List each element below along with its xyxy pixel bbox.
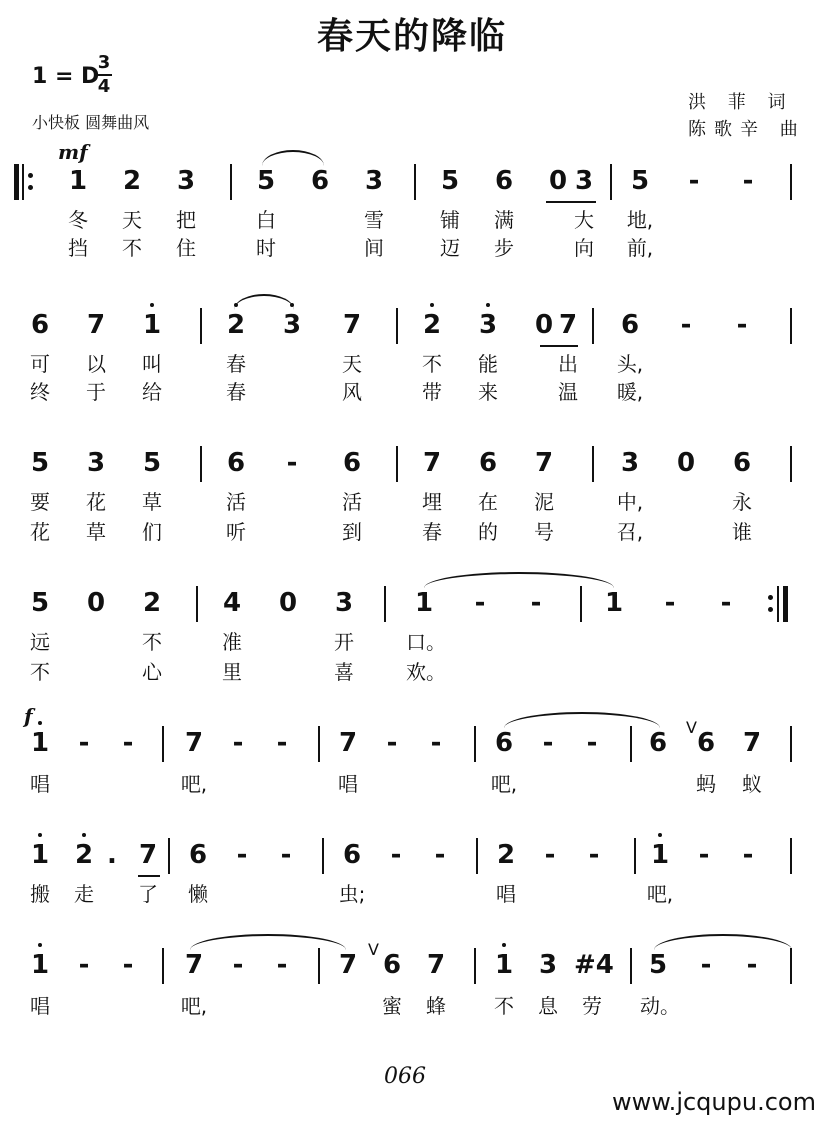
high-octave-dot (430, 303, 434, 307)
note: 7 (422, 448, 442, 478)
repeat-start-sign (14, 164, 34, 200)
lyric-syllable: 口。 (406, 630, 446, 654)
lyric-syllable: 蜂 (426, 994, 446, 1018)
tie-slur (262, 150, 324, 166)
duration-dash: - (390, 840, 402, 870)
tie-slur (234, 294, 294, 310)
lyric-syllable: 温 (558, 380, 578, 404)
lyric-syllable: 召, (616, 520, 644, 544)
lyric-syllable: 开 (334, 630, 354, 654)
lyric-syllable: 天 (342, 352, 362, 376)
duration-dash: - (700, 950, 712, 980)
note: 2 (142, 588, 162, 618)
barline (790, 164, 792, 200)
duration-dash: - (286, 448, 298, 478)
lyric-syllable: 大 (574, 208, 594, 232)
lyric-syllable: 终 (30, 380, 50, 404)
duration-dash: - (276, 950, 288, 980)
high-octave-dot (38, 721, 42, 725)
duration-dash: - (680, 310, 692, 340)
note: 7 (558, 310, 578, 340)
time-signature-top: 3 (97, 52, 111, 73)
lyric-syllable: 吧, (646, 882, 674, 906)
score-row (0, 166, 824, 206)
barline (476, 838, 478, 874)
duration-dash: - (78, 728, 90, 758)
breath-mark: V (368, 940, 379, 959)
high-octave-dot (38, 943, 42, 947)
note: 7 (138, 840, 158, 870)
lyric-syllable: 步 (494, 236, 514, 260)
note: 6 (620, 310, 640, 340)
lyric-syllable: 在 (478, 490, 498, 514)
lyric-syllable: 地, (626, 208, 654, 232)
tie-slur (504, 712, 660, 728)
key-signature: 1 = D (32, 64, 100, 89)
lyric-syllable: 草 (142, 490, 162, 514)
barline (790, 838, 792, 874)
note: 5 (30, 448, 50, 478)
note: 1 (30, 840, 50, 870)
note: 1 (414, 588, 434, 618)
note: 7 (184, 950, 204, 980)
note: 3 (334, 588, 354, 618)
lyric-syllable: 时 (256, 236, 276, 260)
duration-dash: - (736, 310, 748, 340)
note: 3 (86, 448, 106, 478)
tie-slur (190, 934, 346, 950)
barline (196, 586, 198, 622)
note: 5 (648, 950, 668, 980)
duration-dash: - (588, 840, 600, 870)
score-row (0, 448, 824, 488)
lyric-syllable: 息 (538, 994, 558, 1018)
note: 6 (310, 166, 330, 196)
lyric-syllable: 吧, (180, 994, 208, 1018)
lyric-syllable: 永 (732, 490, 752, 514)
note: 5 (630, 166, 650, 196)
duration-dash: - (742, 840, 754, 870)
lyric-syllable: 走 (74, 882, 94, 906)
note: 6 (342, 448, 362, 478)
lyric-syllable: 劳 (582, 994, 602, 1018)
barline (790, 726, 792, 762)
lyric-syllable: 出 (558, 352, 578, 376)
duration-dash: - (434, 840, 446, 870)
lyric-syllable: 要 (30, 490, 50, 514)
note: 6 (382, 950, 402, 980)
duration-dash: - (586, 728, 598, 758)
lyricist-credit: 洪 菲 词 (688, 92, 794, 113)
lyric-syllable: 风 (342, 380, 362, 404)
note: 6 (494, 728, 514, 758)
lyric-syllable: 搬 (30, 882, 50, 906)
high-octave-dot (150, 303, 154, 307)
lyric-syllable: 草 (86, 520, 106, 544)
lyric-syllable: 吧, (490, 772, 518, 796)
lyric-syllable: 向 (574, 236, 594, 260)
note: 1 (30, 728, 50, 758)
score-row (0, 840, 824, 880)
lyric-syllable: 泥 (534, 490, 554, 514)
note: 6 (342, 840, 362, 870)
lyric-syllable: 不 (122, 236, 142, 260)
duration-dash: - (78, 950, 90, 980)
lyric-syllable: 喜 (334, 660, 354, 684)
duration-dash: - (232, 950, 244, 980)
composer-credit: 陈歌辛 曲 (688, 119, 806, 140)
note: 0 (676, 448, 696, 478)
note: 0 (534, 310, 554, 340)
note: 6 (494, 166, 514, 196)
page-number: 066 (384, 1064, 426, 1089)
barline (318, 948, 320, 984)
note: 0 (86, 588, 106, 618)
lyric-syllable: 把 (176, 208, 196, 232)
lyric-syllable: 住 (176, 236, 196, 260)
lyric-syllable: 满 (494, 208, 514, 232)
note: 5 (440, 166, 460, 196)
lyric-syllable: 不 (142, 630, 162, 654)
note: 7 (86, 310, 106, 340)
note: 2 (74, 840, 94, 870)
note: 3 (364, 166, 384, 196)
high-octave-dot (502, 943, 506, 947)
duration-dash: - (122, 950, 134, 980)
lyric-syllable: 活 (342, 490, 362, 514)
lyric-syllable: 了 (138, 882, 158, 906)
tie-slur (424, 572, 614, 588)
duration-dash: - (530, 588, 542, 618)
eighth-underline (546, 201, 596, 203)
lyric-syllable: 不 (494, 994, 514, 1018)
note: 1 (604, 588, 624, 618)
note: 0 (278, 588, 298, 618)
note: 0 (548, 166, 568, 196)
note: 1 (494, 950, 514, 980)
lyric-syllable: 埋 (422, 490, 442, 514)
lyric-syllable: 唱 (30, 772, 50, 796)
note: 6 (478, 448, 498, 478)
note: 1 (68, 166, 88, 196)
note: 4 (222, 588, 242, 618)
note: 2 (226, 310, 246, 340)
barline (162, 726, 164, 762)
note: 6 (648, 728, 668, 758)
barline (474, 948, 476, 984)
high-octave-dot (82, 833, 86, 837)
dynamic-f: f (24, 704, 33, 728)
note: 3 (176, 166, 196, 196)
lyric-syllable: 前, (626, 236, 654, 260)
lyric-syllable: 于 (86, 380, 106, 404)
note: 7 (426, 950, 446, 980)
lyric-syllable: 春 (226, 380, 246, 404)
barline (200, 308, 202, 344)
lyric-syllable: 里 (222, 660, 242, 684)
note: 6 (30, 310, 50, 340)
barline (790, 308, 792, 344)
note: 5 (142, 448, 162, 478)
lyric-syllable: 活 (226, 490, 246, 514)
lyric-syllable: 叫 (142, 352, 162, 376)
lyric-syllable: 中, (616, 490, 644, 514)
lyric-syllable: 可 (30, 352, 50, 376)
lyric-syllable: 听 (226, 520, 246, 544)
repeat-end-sign (768, 586, 792, 622)
note: #4 (574, 950, 614, 980)
lyric-syllable: 虫; (338, 882, 366, 906)
note: 5 (30, 588, 50, 618)
duration-dash: - (122, 728, 134, 758)
note: 1 (650, 840, 670, 870)
lyric-syllable: 蜜 (382, 994, 402, 1018)
lyric-syllable: 花 (86, 490, 106, 514)
score-row (0, 588, 824, 628)
duration-dash: - (386, 728, 398, 758)
note: 2 (122, 166, 142, 196)
augmentation-dot: . (107, 840, 117, 870)
score-row (0, 718, 824, 768)
high-octave-dot (486, 303, 490, 307)
barline (474, 726, 476, 762)
duration-dash: - (688, 166, 700, 196)
note: 7 (338, 728, 358, 758)
barline (162, 948, 164, 984)
duration-dash: - (544, 840, 556, 870)
note: 3 (538, 950, 558, 980)
time-signature (96, 52, 112, 98)
lyric-syllable: 春 (226, 352, 246, 376)
lyric-syllable: 蚁 (742, 772, 762, 796)
note: 6 (696, 728, 716, 758)
duration-dash: - (746, 950, 758, 980)
song-title: 春天的降临 (316, 15, 507, 57)
note: 7 (338, 950, 358, 980)
lyric-syllable: 带 (422, 380, 442, 404)
duration-dash: - (698, 840, 710, 870)
note: 7 (742, 728, 762, 758)
score-row (0, 310, 824, 350)
note: 3 (478, 310, 498, 340)
barline (580, 586, 582, 622)
dynamic-mf: mf (58, 140, 88, 164)
duration-dash: - (430, 728, 442, 758)
barline (790, 948, 792, 984)
lyric-syllable: 懒 (188, 882, 208, 906)
lyric-syllable: 能 (478, 352, 498, 376)
lyric-syllable: 到 (342, 520, 362, 544)
note: 7 (534, 448, 554, 478)
barline (592, 308, 594, 344)
lyric-syllable: 以 (86, 352, 106, 376)
duration-dash: - (664, 588, 676, 618)
note: 6 (226, 448, 246, 478)
barline (630, 726, 632, 762)
duration-dash: - (232, 728, 244, 758)
note: 7 (342, 310, 362, 340)
lyric-syllable: 给 (142, 380, 162, 404)
high-octave-dot (658, 833, 662, 837)
note: 3 (282, 310, 302, 340)
lyric-syllable: 准 (222, 630, 242, 654)
barline (634, 838, 636, 874)
eighth-underline (540, 345, 578, 347)
lyric-syllable: 不 (422, 352, 442, 376)
duration-dash: - (542, 728, 554, 758)
lyric-syllable: 迈 (440, 236, 460, 260)
breath-mark: V (686, 718, 697, 737)
lyric-syllable: 唱 (338, 772, 358, 796)
lyric-syllable: 间 (364, 236, 384, 260)
lyric-syllable: 谁 (732, 520, 752, 544)
barline (414, 164, 416, 200)
barline (200, 446, 202, 482)
barline (384, 586, 386, 622)
duration-dash: - (474, 588, 486, 618)
lyric-syllable: 春 (422, 520, 442, 544)
lyric-syllable: 唱 (496, 882, 516, 906)
lyric-syllable: 花 (30, 520, 50, 544)
barline (168, 838, 170, 874)
lyric-syllable: 吧, (180, 772, 208, 796)
note: 6 (188, 840, 208, 870)
lyric-syllable: 挡 (68, 236, 88, 260)
note: 7 (184, 728, 204, 758)
lyric-syllable: 天 (122, 208, 142, 232)
lyric-syllable: 们 (142, 520, 162, 544)
duration-dash: - (280, 840, 292, 870)
barline (610, 164, 612, 200)
lyric-syllable: 暖, (616, 380, 644, 404)
lyric-syllable: 远 (30, 630, 50, 654)
barline (318, 726, 320, 762)
lyric-syllable: 欢。 (406, 660, 446, 684)
time-signature-bottom: 4 (97, 76, 111, 97)
note: 3 (574, 166, 594, 196)
barline (396, 446, 398, 482)
barline (322, 838, 324, 874)
note: 3 (620, 448, 640, 478)
lyric-syllable: 号 (534, 520, 554, 544)
barline (230, 164, 232, 200)
lyric-syllable: 头, (616, 352, 644, 376)
lyric-syllable: 冬 (68, 208, 88, 232)
note: 2 (422, 310, 442, 340)
lyric-syllable: 心 (142, 660, 162, 684)
duration-dash: - (236, 840, 248, 870)
barline (592, 446, 594, 482)
eighth-underline (138, 875, 160, 877)
duration-dash: - (742, 166, 754, 196)
lyric-syllable: 来 (478, 380, 498, 404)
high-octave-dot (38, 833, 42, 837)
note: 1 (142, 310, 162, 340)
lyric-syllable: 白 (256, 208, 276, 232)
lyric-syllable: 蚂 (696, 772, 716, 796)
tempo-marking: 小快板 圆舞曲风 (32, 113, 150, 132)
lyric-syllable: 唱 (30, 994, 50, 1018)
lyric-syllable: 铺 (440, 208, 460, 232)
barline (630, 948, 632, 984)
lyric-syllable: 不 (30, 660, 50, 684)
barline (790, 446, 792, 482)
note: 1 (30, 950, 50, 980)
barline (396, 308, 398, 344)
note: 5 (256, 166, 276, 196)
duration-dash: - (720, 588, 732, 618)
website-url: www.jcqupu.com (612, 1088, 816, 1116)
tie-slur (654, 934, 792, 950)
duration-dash: - (276, 728, 288, 758)
lyric-syllable: 雪 (364, 208, 384, 232)
note: 6 (732, 448, 752, 478)
note: 2 (496, 840, 516, 870)
lyric-syllable: 动。 (640, 994, 680, 1018)
lyric-syllable: 的 (478, 520, 498, 544)
score-row (0, 940, 824, 990)
